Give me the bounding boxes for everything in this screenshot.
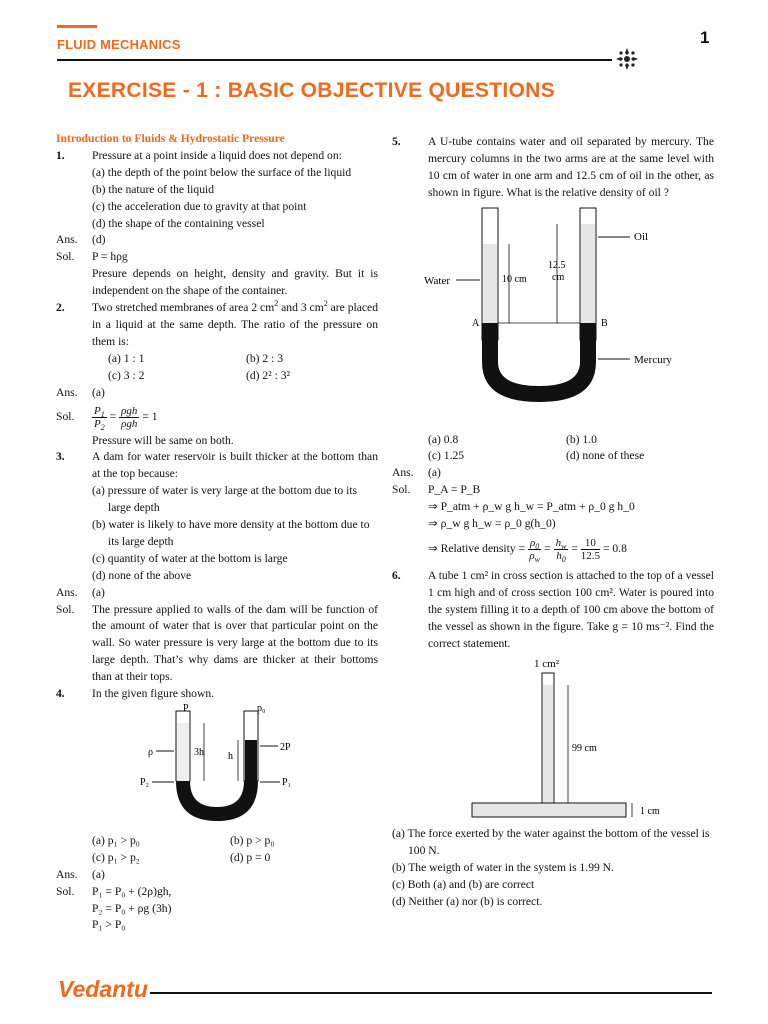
ans-label: Ans. <box>56 385 78 399</box>
q5-number: 5. <box>392 135 401 148</box>
q4-text: In the given figure shown. <box>92 687 215 701</box>
q4-solution-line-3: P₁ > P₀ <box>92 918 126 932</box>
q4-label-pb: P₁ <box>282 777 292 788</box>
q5-label-10cm: 10 cm <box>502 273 527 285</box>
subject-title: FLUID MECHANICS <box>57 37 181 52</box>
q2-answer-value: (a) <box>92 385 105 399</box>
q4-solution-line-2: P₂ = P₀ + ρg (3h) <box>92 901 172 915</box>
q2-text: Two stretched membranes of area 2 $cm^2$ and 3 $cm^2$ are placed in a liquid at the same depth. The ratio of the pressure on them is: <box>92 299 378 348</box>
footer-rule <box>150 992 712 994</box>
q3-number: 3. <box>56 450 65 464</box>
q3-answer <box>56 585 378 602</box>
exercise-title: EXERCISE - 1 : BASIC OBJECTIVE QUESTIONS <box>68 79 555 102</box>
question-1 <box>56 148 378 165</box>
q5-label-125: 12.5 <box>548 259 566 271</box>
q1-text: Pressure at a point inside a liquid does not depend on: <box>92 148 342 162</box>
q4-label-h: h <box>228 751 233 762</box>
header-rule <box>57 59 612 61</box>
q2-text-c: are placed in a liquid at the same depth. The ratio of the pressure on them is: <box>92 301 378 348</box>
q5-option-d: (d) none of these <box>566 449 645 463</box>
q2-option-b: (b) 2 : 3 <box>246 351 284 365</box>
section-heading: Introduction to Fluids & Hydrostatic Pressure <box>56 132 285 145</box>
q4-options <box>56 833 378 867</box>
q4-label-p: P <box>183 703 189 714</box>
q2-fraction-rho: $\frac{\text{ρgh}}{\text{ρgh}}$ <box>121 404 138 430</box>
q4-label-2p: 2P <box>280 742 291 753</box>
q1-option-b: (b) the nature of the liquid <box>92 182 215 196</box>
question-3 <box>56 449 378 483</box>
q3-option-d: (d) none of the above <box>92 568 192 582</box>
q6-vessel-figure <box>392 653 714 821</box>
q6-tube-water <box>543 685 553 803</box>
header-accent-bar <box>57 25 97 28</box>
q4-option-a: (a) p₁ > p₀ <box>92 833 140 847</box>
q5-u-tube-figure <box>392 202 714 426</box>
q5-frac-num: $\frac{10}{12.5}$ <box>580 536 601 562</box>
q4-u-tube-figure <box>56 703 378 827</box>
q5-mercury-left <box>482 323 498 363</box>
q5-label-mercury: Mercury <box>634 353 672 366</box>
q5-mercury-bend <box>482 362 596 402</box>
q6-option-a: (a) The force exerted by the water against the bottom of the vessel is 100 N. <box>392 827 710 858</box>
q2-option-c: (c) 3 : 2 <box>108 368 145 382</box>
right-column <box>392 134 714 911</box>
q4-label-p0: p₀ <box>257 703 266 714</box>
sol-label: Sol. <box>56 884 75 898</box>
q2-text-a: Two stretched membranes of area 2 cm <box>92 301 275 315</box>
q2-option-d: (d) 2² : 3² <box>246 368 290 382</box>
q4-option-d: (d) p = 0 <box>230 850 271 864</box>
q5-answer <box>392 465 714 482</box>
q6-number: 6. <box>392 568 401 582</box>
q4-u-bend <box>176 781 258 821</box>
q5-label-oil: Oil <box>634 230 649 243</box>
vedantu-logo: Vedantu <box>58 976 148 1002</box>
q1-solution-text: Presure depends on height, density and gravity. But it is independent on the shape of the container. <box>92 267 378 298</box>
q5-label-b: B <box>601 317 608 329</box>
q4-right-liquid <box>245 740 257 781</box>
q2-fraction-p: $\frac{P_1}{P_2}$ <box>94 404 105 432</box>
q2-solution: Sol. $\frac{P_1}{P_2}$ = $\frac{\text{ρgh}}{\text{ρgh}}$ = 1 <box>56 404 158 432</box>
q4-label-rho: ρ <box>148 747 153 758</box>
ans-label: Ans. <box>56 585 78 599</box>
q5-solution-final: ⇒ Relative density = $\frac{\rho_0}{\rho_w}$ = $\frac{h_w}{h_0}$ = $\frac{10}{12.5}$ = 0.8 <box>428 536 627 565</box>
q4-label-3h: 3h <box>194 747 204 758</box>
q2-answer <box>56 385 378 402</box>
ornament-icon <box>615 47 639 71</box>
q1-answer-value: (d) <box>92 233 106 247</box>
q5-mercury-right <box>580 323 596 363</box>
sol-label: Sol. <box>392 483 411 497</box>
q4-label-pa: P₂ <box>140 777 150 788</box>
q1-answer <box>56 232 378 249</box>
q5-water-column <box>483 244 497 323</box>
q4-answer-value: (a) <box>92 867 105 881</box>
q4-left-liquid <box>177 723 189 781</box>
q4-number: 4. <box>56 687 65 701</box>
q2-text-b: and 3 cm <box>278 301 324 315</box>
question-4 <box>56 686 378 703</box>
q3-text: A dam for water reservoir is built thicker at the bottom than at the top because: <box>92 450 378 481</box>
q5-solution-final-label: ⇒ Relative density = <box>428 542 526 556</box>
left-column <box>56 131 378 934</box>
q5-answer-value: (a) <box>428 466 441 480</box>
q4-option-b: (b) p > p₀ <box>230 833 275 847</box>
q1-solution-equation: P = hρg <box>92 250 128 264</box>
question-5 <box>392 134 714 202</box>
sol-label: Sol. <box>56 602 75 616</box>
q3-solution-text: The pressure applied to walls of the dam will be function of the amount of water that is over that particular point on the wall. So water pressure is very large at the bottom due to its large depth. That’s why dams are thicker at their bottoms than at their tops. <box>92 602 378 684</box>
q4-solution <box>56 884 378 901</box>
q2-number: 2. <box>56 301 65 315</box>
q4-solution-line-1: P₁ = P₀ + (2ρ)gh, <box>92 884 172 898</box>
q1-solution <box>56 249 378 266</box>
ans-label: Ans. <box>56 867 78 881</box>
sol-label: Sol. <box>56 250 75 264</box>
q5-solution-line-2: ⇒ P_atm + ρ_w g h_w = P_atm + ρ_0 g h_0 <box>428 500 635 514</box>
q2-option-a: (a) 1 : 1 <box>108 351 145 365</box>
q4-answer <box>56 867 378 884</box>
q6-label-base: 1 cm <box>640 805 660 817</box>
q3-option-b: (b) water is likely to have more density at the bottom due to its large depth <box>92 518 370 548</box>
question-2 <box>56 300 378 351</box>
q5-solution-line-1: P_A = P_B <box>428 483 481 497</box>
q3-option-a: (a) pressure of water is very large at the bottom due to its large depth <box>92 484 358 515</box>
q6-text: A tube 1 cm² in cross section is attached to the top of a vessel 1 cm high and of cross section 100 cm². Water is poured into the system filling it to a depth of 100 cm above the bottom of the vessel as shown in the figure. Take g = 10 ms⁻². Find the correct statement. <box>428 568 714 650</box>
q6-option-b: (b) The weigth of water in the system is 1.99 N. <box>392 861 614 875</box>
ans-label: Ans. <box>56 233 78 247</box>
q5-option-b: (b) 1.0 <box>566 432 597 446</box>
q5-solution <box>392 482 714 499</box>
q5-option-c: (c) 1.25 <box>428 449 465 463</box>
q5-options <box>392 432 714 466</box>
q1-option-a: (a) the depth of the point below the surface of the liquid <box>92 165 352 179</box>
q5-solution-line-3: ⇒ ρ_w g h_w = ρ_0 g(h_0) <box>428 517 556 531</box>
q5-label-a: A <box>472 317 480 329</box>
q1-option-c: (c) the acceleration due to gravity at that point <box>92 199 307 213</box>
q2-options <box>56 351 378 385</box>
q3-option-c: (c) quantity of water at the bottom is large <box>92 551 288 565</box>
question-6 <box>392 568 714 653</box>
q6-label-area: 1 cm² <box>534 657 559 670</box>
sol-label: Sol. <box>56 409 75 423</box>
ans-label: Ans. <box>392 466 414 480</box>
q3-solution <box>56 602 378 687</box>
q5-oil-column <box>581 224 595 323</box>
q5-text: A U-tube contains water and oil separated by mercury. The mercury columns in the two arms are at the same level with 10 cm of water in one arm and 12.5 cm of oil in the other, as shown in figure. What is the relative density of oil ? <box>428 135 714 199</box>
q6-option-d: (d) Neither (a) nor (b) is correct. <box>392 895 543 909</box>
q5-frac-rho: $\frac{\rho_0}{\rho_w}$ <box>529 536 540 565</box>
q6-vessel <box>472 803 626 817</box>
q5-label-water: Water <box>424 274 450 287</box>
q3-answer-value: (a) <box>92 585 105 599</box>
q6-option-c: (c) Both (a) and (b) are correct <box>392 878 535 892</box>
q5-option-a: (a) 0.8 <box>428 432 459 446</box>
q5-label-cm: cm <box>552 271 565 283</box>
q2-solution-note: Pressure will be same on both. <box>92 433 234 447</box>
q4-option-c: (c) p₁ > p₂ <box>92 850 140 864</box>
q5-frac-h: $\frac{h_w}{h_0}$ <box>555 536 567 565</box>
page-number: 1 <box>700 28 710 47</box>
q1-option-d: (d) the shape of the containing vessel <box>92 216 265 230</box>
q6-label-99: 99 cm <box>572 742 597 754</box>
q1-number: 1. <box>56 148 65 162</box>
